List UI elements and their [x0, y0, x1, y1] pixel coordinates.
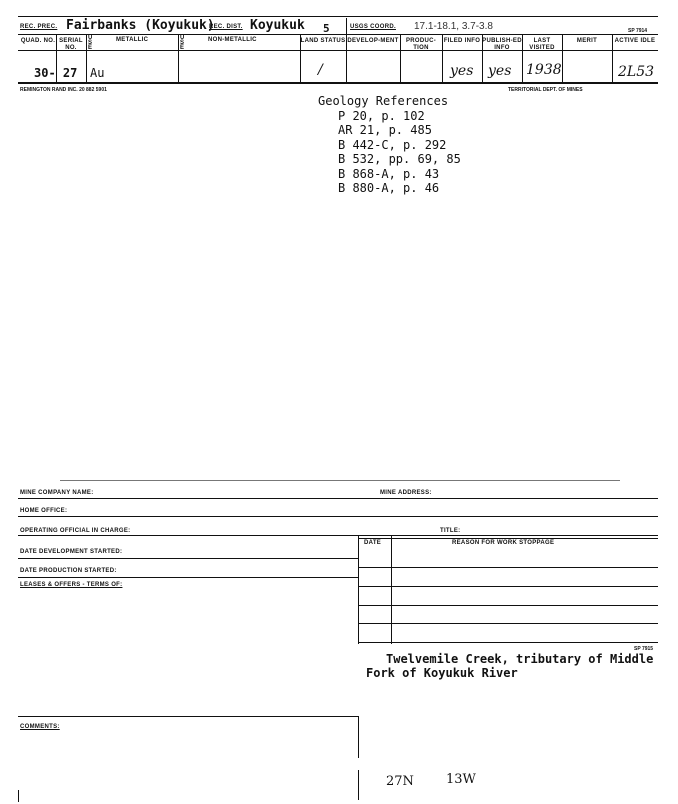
last-visited-header: LAST VISITED — [529, 38, 555, 51]
published-info-value: yes — [488, 63, 512, 79]
last-visited-value: 1938 — [526, 62, 562, 78]
date-header: DATE — [364, 540, 382, 546]
usgs-coord-value: 17.1-18.1, 3.7-3.8 — [414, 21, 493, 32]
use-metallic-header: U S E — [88, 35, 93, 51]
active-idle-value: 2L53 — [618, 64, 655, 80]
leases-label: LEASES & OFFERS - TERMS OF: — [20, 582, 123, 588]
mine-company-label: MINE COMPANY NAME: — [20, 490, 94, 496]
use-nonmetallic-header: U S E — [180, 35, 185, 51]
mine-address-label: MINE ADDRESS: — [380, 490, 432, 496]
location-note: Twelvemile Creek, tributary of Middle Fork of Koyukuk River — [366, 652, 654, 680]
form-number-bottom: SP 7915 — [634, 646, 654, 652]
merit-header: MERIT — [576, 38, 598, 44]
comments-label: COMMENTS: — [20, 724, 60, 730]
metallic-header: METALLIC — [116, 37, 149, 43]
serial-no-header: SERIAL NO. — [59, 38, 83, 51]
rec-dist-value: Koyukuk — [250, 18, 305, 33]
reference-item: B 532, pp. 69, 85 — [338, 152, 461, 166]
production-header: PRODUC-TION — [405, 38, 437, 51]
reference-item: B 868-A, p. 43 — [338, 166, 440, 181]
nonmetallic-header: NON-METALLIC — [208, 37, 257, 43]
geology-references — [318, 94, 461, 196]
rec-dist-mark: 5 — [323, 22, 330, 35]
township-value: 27N — [386, 774, 414, 789]
title-label: TITLE: — [440, 528, 461, 534]
active-idle-header: ACTIVE IDLE — [614, 38, 656, 44]
department-label: TERRITORIAL DEPT. OF MINES — [508, 87, 583, 93]
development-header: DEVELOP-MENT — [347, 38, 399, 44]
production-started-label: DATE PRODUCTION STARTED: — [20, 568, 117, 574]
reference-item: P 20, p. 102 — [338, 108, 425, 123]
reference-item: B 880-A, p. 46 — [338, 181, 440, 195]
published-info-header: PUBLISH-ED INFO — [482, 38, 522, 51]
printer-line: REMINGTON RAND INC. 20 882 5901 — [20, 87, 107, 93]
operating-official-label: OPERATING OFFICIAL IN CHARGE: — [20, 528, 131, 534]
home-office-label: HOME OFFICE: — [20, 508, 68, 514]
range-value: 13W — [446, 772, 476, 787]
filed-info-header: FILED INFO — [443, 38, 481, 44]
usgs-coord-label: USGS COORD. — [350, 24, 396, 30]
metallic-value: Au — [90, 66, 105, 80]
rec-dist-label: REC. DIST. — [209, 24, 243, 30]
rec-prec-label: REC. PREC. — [20, 24, 58, 30]
quad-serial-value: 30- 27 — [34, 66, 78, 80]
reason-header: REASON FOR WORK STOPPAGE — [452, 540, 555, 546]
references-title: Geology References — [318, 94, 449, 108]
development-started-label: DATE DEVELOPMENT STARTED: — [20, 549, 123, 555]
reference-item: AR 21, p. 485 — [338, 123, 432, 137]
rec-prec-value: Fairbanks (Koyukuk) — [66, 18, 215, 33]
reference-item: B 442-C, p. 292 — [338, 137, 447, 152]
quad-no-header: QUAD. NO. — [20, 38, 56, 44]
land-status-value: / — [318, 62, 323, 78]
form-number-top: SP 7914 — [628, 28, 648, 34]
land-status-header: LAND STATUS — [300, 38, 346, 44]
filed-info-value: yes — [450, 63, 474, 79]
